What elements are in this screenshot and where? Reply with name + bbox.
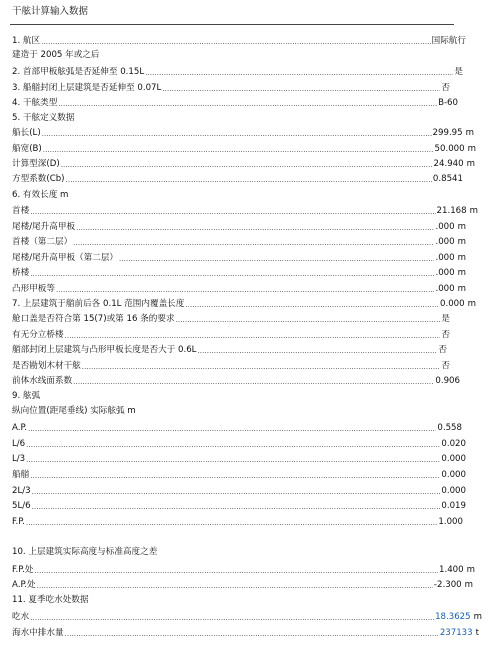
list-item — [12, 219, 466, 233]
list-item — [12, 171, 463, 185]
item-label: 海水中排水量 — [12, 628, 64, 638]
item-value: B-60 — [438, 98, 458, 108]
list-item — [12, 467, 466, 481]
item-label: 3. 船艏封闭上层建筑是否延伸至 0.07L — [12, 83, 162, 93]
item-value: .000 — [435, 237, 455, 247]
dot-leader — [73, 377, 434, 387]
dot-leader — [26, 455, 440, 465]
item-unit: m — [457, 237, 466, 247]
item-value: 1.000 — [438, 517, 463, 527]
dot-leader — [185, 300, 439, 310]
item-label: 艏部封闭上层建筑与凸形甲板长度是否大于 0.6L — [12, 345, 197, 355]
dot-leader — [65, 331, 441, 341]
section-heading: 11. 夏季吃水处数据 — [12, 595, 89, 605]
item-unit: m — [457, 268, 466, 278]
item-label: 方型系数(Cb) — [12, 174, 65, 184]
item-value: 0.000 — [441, 470, 466, 480]
item-label: 1. 航区 — [12, 36, 41, 46]
dot-leader — [37, 581, 433, 591]
list-item — [12, 234, 466, 248]
item-value: 0.000 — [440, 299, 465, 309]
dot-leader — [61, 160, 433, 170]
item-value: 50.000 — [434, 144, 465, 154]
item-label: 首楼（第二层） — [12, 237, 73, 247]
dot-leader — [42, 129, 432, 139]
item-value: 299.95 — [432, 128, 463, 138]
item-label: 船艏 — [12, 470, 30, 480]
item-value: .000 — [435, 253, 455, 263]
dot-leader — [73, 238, 434, 248]
item-label: 船长(L) — [12, 128, 41, 138]
dot-leader — [26, 518, 438, 528]
item-value: 0.019 — [441, 501, 466, 511]
item-label: F.P.处 — [12, 565, 34, 575]
list-item — [12, 80, 450, 94]
dot-leader — [34, 566, 438, 576]
dot-leader — [32, 502, 441, 512]
dot-leader — [26, 440, 440, 450]
list-item — [12, 562, 475, 576]
item-value: 21.168 — [436, 206, 467, 216]
item-unit: m — [466, 159, 475, 169]
item-label: 2. 首部甲板舷弧是否延伸至 0.15L — [12, 67, 145, 77]
item-value: 否 — [441, 361, 450, 371]
list-item — [12, 141, 476, 155]
item-label: F.P. — [12, 517, 25, 527]
item-value: 237133 — [439, 628, 473, 638]
list-item — [12, 420, 462, 434]
list-item — [12, 373, 460, 387]
title-divider — [10, 24, 454, 25]
item-unit: m — [467, 299, 476, 309]
item-value: 国际航行 — [431, 36, 466, 46]
list-item — [12, 296, 476, 310]
list-item — [12, 342, 447, 356]
list-item — [12, 281, 466, 295]
list-item — [12, 483, 466, 497]
list-item — [12, 327, 450, 341]
item-value: 否 — [438, 345, 447, 355]
item-value: 否 — [441, 330, 450, 340]
item-label: A.P.处 — [12, 580, 36, 590]
list-item — [12, 250, 466, 264]
section-heading: 10. 上层建筑实际高度与标准高度之差 — [12, 547, 158, 557]
item-value: -2.300 — [433, 580, 462, 590]
list-item — [12, 625, 479, 639]
list-item — [12, 203, 478, 217]
dot-leader — [176, 315, 441, 325]
item-label: 有无分立桥楼 — [12, 330, 64, 340]
item-unit: m — [465, 128, 474, 138]
dot-leader — [76, 223, 434, 233]
list-item — [12, 156, 475, 170]
item-value: 否 — [441, 83, 450, 93]
document-title: 干舷计算输入数据 — [12, 6, 89, 17]
dot-leader — [162, 84, 440, 94]
item-label: 计算型深(D) — [12, 159, 60, 169]
item-label: 吃水 — [12, 612, 30, 622]
dot-leader — [41, 37, 430, 47]
list-item — [12, 125, 474, 139]
item-label: L/3 — [12, 454, 26, 464]
item-label: 尾楼/尾升高甲板 — [12, 222, 76, 232]
list-item — [12, 33, 466, 47]
list-item — [12, 498, 466, 512]
section-heading: 5. 干舷定义数据 — [12, 113, 75, 123]
item-value: .000 — [435, 284, 455, 294]
dot-leader — [58, 99, 437, 109]
item-value: 0.020 — [441, 439, 466, 449]
dot-leader — [32, 487, 441, 497]
list-item — [12, 265, 466, 279]
item-label: L/6 — [12, 439, 26, 449]
dot-leader — [56, 285, 435, 295]
dot-leader — [43, 145, 434, 155]
dot-leader — [82, 362, 441, 372]
item-unit: m — [457, 284, 466, 294]
item-unit: t — [475, 628, 479, 638]
dot-leader — [119, 254, 434, 264]
item-unit: m — [457, 253, 466, 263]
item-value: 24.940 — [433, 159, 464, 169]
item-label: 船宽(B) — [12, 144, 42, 154]
item-value: 是 — [454, 67, 463, 77]
list-item — [12, 451, 466, 465]
list-item — [12, 514, 463, 528]
list-item — [12, 436, 466, 450]
list-item — [12, 358, 450, 372]
item-value: 1.400 — [439, 565, 464, 575]
section-heading: 纵向位置(距尾垂线) 实际舷弧 m — [12, 406, 136, 416]
dot-leader — [65, 629, 439, 639]
item-value: 0.906 — [435, 376, 460, 386]
item-value: 0.8541 — [432, 174, 463, 184]
item-unit: m — [464, 580, 473, 590]
item-unit: m — [467, 144, 476, 154]
item-value: 0.558 — [437, 423, 462, 433]
section-heading: 9. 舷弧 — [12, 391, 41, 401]
dot-leader — [30, 207, 435, 217]
item-unit: m — [457, 222, 466, 232]
dot-leader — [30, 269, 434, 279]
dot-leader — [66, 175, 432, 185]
section-heading: 6. 有效长度 m — [12, 190, 69, 200]
item-label: 4. 干舷类型 — [12, 98, 58, 108]
item-label: 首楼 — [12, 206, 30, 216]
item-label: 凸形甲板等 — [12, 284, 55, 294]
dot-leader — [145, 68, 453, 78]
item-value: .000 — [435, 222, 455, 232]
list-item — [12, 95, 458, 109]
item-label: A.P. — [12, 423, 28, 433]
item-value: 0.000 — [441, 486, 466, 496]
section-heading: 建造于 2005 年或之后 — [12, 50, 100, 60]
item-unit: m — [473, 612, 482, 622]
item-unit: m — [466, 565, 475, 575]
item-label: 尾楼/尾升高甲板（第二层） — [12, 253, 119, 263]
item-value: .000 — [435, 268, 455, 278]
list-item — [12, 609, 482, 623]
dot-leader — [197, 346, 437, 356]
item-label: 7. 上层建筑于艏前后各 0.1L 范围内覆盖长度 — [12, 299, 185, 309]
item-label: 2L/3 — [12, 486, 31, 496]
item-label: 舱口盖是否符合第 15(7)或第 16 条的要求 — [12, 314, 175, 324]
list-item — [12, 311, 450, 325]
item-label: 前体水线面系数 — [12, 376, 73, 386]
item-label: 是否勘划木材干舷 — [12, 361, 81, 371]
list-item — [12, 577, 473, 591]
dot-leader — [28, 424, 436, 434]
dot-leader — [30, 471, 440, 481]
item-value: 是 — [441, 314, 450, 324]
item-label: 5L/6 — [12, 501, 31, 511]
item-value: 18.3625 — [435, 612, 471, 622]
list-item — [12, 64, 463, 78]
dot-leader — [30, 613, 434, 623]
item-label: 桥楼 — [12, 268, 30, 278]
item-value: 0.000 — [441, 454, 466, 464]
item-unit: m — [469, 206, 478, 216]
